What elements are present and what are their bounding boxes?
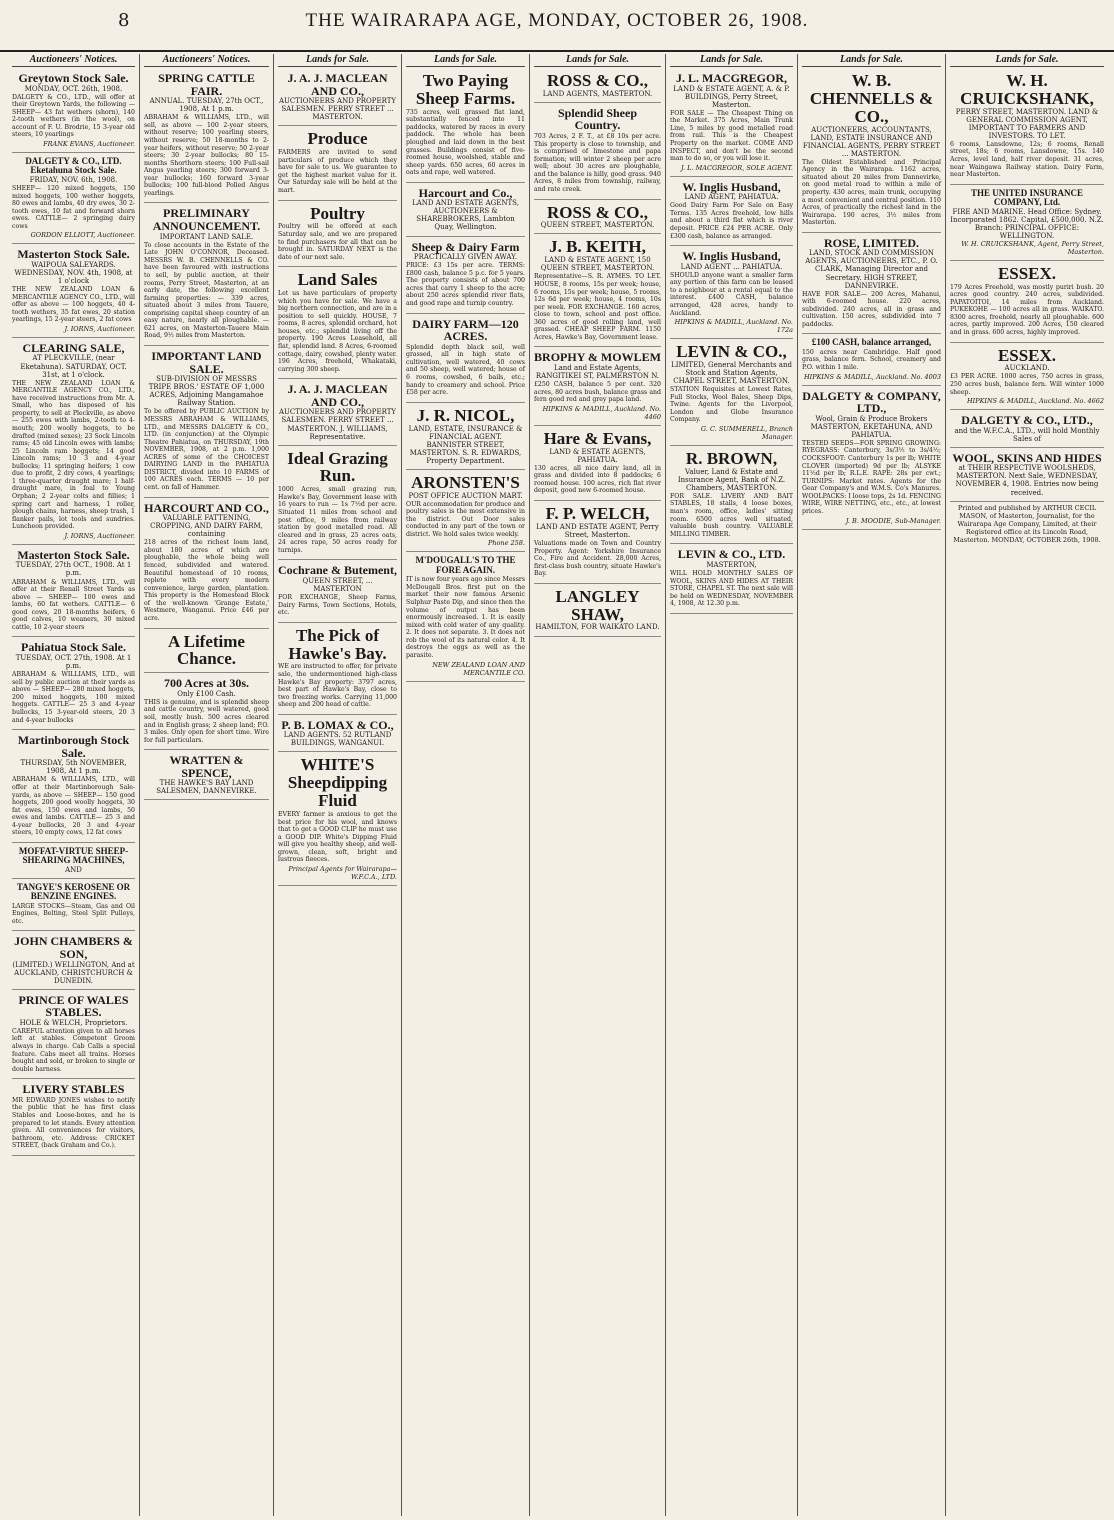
advertisement — [950, 450, 1104, 502]
ad-heading: BROPHY & MOWLEM — [534, 350, 661, 365]
ad-body: To close accounts in the Estate of the Late JOHN O'CONNOR, Deceased. MESSRS W. B. CHENNELLS & CO. have been favoured with instructions to sell, by public auction, at their rooms, Perry Street, Masterton, at an early date, the following excellent farming properties: — 339 acres, situated about 3 miles from Tauere, comprising capital sheep country of an easy nature, nearly all ploughable. — 621 acres, on Masterton-Tauere Main Road, 9½ miles from Masterton. — [144, 241, 269, 340]
advertisement — [406, 239, 525, 314]
ad-body: 1000 Acres, small grazing run, Hawke's Bay, Government lease with 16 years to run — 1s 7½d per acre. Situated 11 miles from school and post office, 9 miles from railway station by good metalled road. All cleared and in grass, 25 acres oats, 24 acres rape, 50 acres ready for turnips. — [278, 486, 397, 554]
ad-body: WE are instructed to offer, for private sale, the undermentioned high-class Hawke's Bay property: 3797 acres, best part of Hawke's Bay, close to two freezing works. Carrying 11,000 sheep and 200 head of cattle. — [278, 663, 397, 709]
ad-heading: Hare & Evans, — [543, 428, 652, 448]
ad-body: LARGE STOCKS—Steam, Gas and Oil Engines, Belting, Steel Split Pulleys, etc. — [12, 902, 135, 925]
ad-subheading: HAMILTON, FOR WAIKATO LAND. — [535, 623, 660, 632]
ad-subheading: LAND & ESTATE AGENTS, PAHIATUA. — [549, 447, 646, 464]
ad-subheading: Only £100 Cash. — [177, 689, 236, 698]
ad-subheading: AUCTIONEERS AND PROPERTY SALESMEN. PERRY STREET ... MASTERTON. — [278, 97, 397, 122]
ad-heading: WOOL, SKINS AND HIDES — [952, 450, 1102, 465]
ad-heading: IMPORTANT LAND SALE. — [151, 349, 262, 376]
ad-signature: HIPKINS & MADILL, Auckland. No. 4460 — [542, 404, 661, 421]
advertisement — [144, 70, 269, 203]
ad-subheading: TUESDAY, OCT. 27th, 1908. At 1 p.m. — [15, 654, 132, 671]
advertisement — [12, 547, 135, 638]
ad-body: FOR SALE. LIVERY AND BAIT STABLES, 18 stalls, 4 loose boxes, man's room, office, ladies' sitting room. 6500 acres well situated, valuable bush country. VALUABLE MILLING TIMBER. — [670, 492, 793, 538]
ad-heading: W. Inglis Husband, — [682, 249, 781, 264]
advertisement — [12, 70, 135, 153]
ad-heading: P. B. LOMAX & CO., — [281, 717, 394, 732]
ad-body: The Oldest Established and Principal Agency in the Wairarapa. 1162 acres, situated about 20 miles from Dannevirke, on good metal road to within a mile of property. 430 acres, main trunk, occupying a most convenient and central position. 110 Acres, of practically the richest land in the Wairarapa. 190 acres, 3½ miles from Masterton. — [802, 158, 941, 227]
newspaper-title: THE WAIRARAPA AGE, MONDAY, OCTOBER 26, 1908. — [305, 10, 809, 31]
ad-subheading: FRIDAY, NOV. 6th, 1908. — [29, 175, 118, 184]
ad-subheading: LAND, STOCK AND COMMISSION AGENTS, AUCTIONEERS, ETC., P. O. CLARK, Managing Director and Secretary. HIGH STREET, DANNEVIRKE. — [805, 249, 938, 290]
ad-heading: Sheep & Dairy Farm — [411, 239, 520, 254]
ad-subheading: LAND AGENTS. 52 RUTLAND BUILDINGS, WANGANUI. — [283, 731, 392, 748]
advertisement — [278, 70, 397, 126]
advertisement — [278, 128, 397, 200]
advertisement — [12, 246, 135, 338]
ad-body: 150 acres near Cambridge. Half good grass, balance fern. School, creamery and P.O. within 1 mile. — [802, 348, 941, 371]
advertisement — [534, 105, 661, 200]
advertisement — [670, 341, 793, 446]
ad-signature: FRANK EVANS, Auctioneer. — [43, 140, 135, 149]
printer-imprint: Printed and published by ARTHUR CECIL MASON, of Masterton, Journalist, for the Wairarapa Age Company, Limited, at their Registered office at its Lincoln Road, Masterton. MONDAY, OCTOBER 26th, 1908. — [953, 503, 1101, 545]
advertisement — [534, 349, 661, 425]
ad-body: Let us have particulars of property which you have for sale. We have a big northern connection, and are in a position to sell quickly. HOUSE, 7 rooms, 8 acres, splendid orchard, hot houses, etc.; splendid living off the property. 190 Acres Leasehold, all flat, splendid land. 8 Acres, 6-roomed cottage, dairy, cowshed, plenty water. 196 Acres, freehold, Whakataki, carrying 300 sheep. — [278, 290, 397, 373]
ad-heading: DALGETY & CO., LTD. Eketahuna Stock Sale. — [25, 156, 122, 176]
ad-heading: Produce — [307, 129, 368, 149]
ad-signature: J. B. MOODIE, Sub-Manager. — [845, 516, 941, 525]
ad-subheading: AUCKLAND. — [1004, 364, 1050, 373]
ad-subheading: MASTERTON, — [706, 560, 757, 569]
ad-signature: Principal Agents for Wairarapa— W.F.C.A., LTD. — [288, 864, 397, 881]
advertisement — [406, 70, 525, 183]
ad-heading: LEVIN & CO., LTD. — [677, 547, 786, 562]
ad-subheading: Valuer, Land & Estate and Insurance Agent, Bank of N.Z. Chambers, MASTERTON. — [677, 467, 786, 492]
ad-heading: ESSEX. — [997, 345, 1057, 365]
ad-heading: A Lifetime Chance. — [168, 631, 245, 669]
advertisement — [534, 428, 661, 501]
advertisement — [12, 155, 135, 244]
ad-heading: The Pick of Hawke's Bay. — [288, 625, 387, 663]
column-header: Lands for Sale. — [406, 54, 525, 67]
ad-heading: Harcourt and Co., — [418, 185, 513, 200]
ad-heading: W. B. CHENNELLS & CO., — [809, 71, 934, 126]
ad-heading: LANGLEY SHAW, — [555, 586, 640, 624]
ad-subheading: SUB-DIVISION OF MESSRS TRIPE BROS.' ESTATE OF 1,000 ACRES, Adjoining Mangamahoe Railway Station. — [148, 375, 265, 408]
columns-area — [8, 54, 1108, 1516]
page-number: 8 — [118, 10, 130, 31]
masthead — [0, 0, 1114, 52]
advertisement — [534, 70, 661, 103]
ad-body: CAREFUL attention given to all horses left at stables. Competent Groom always in charge. Cab Calls a special feature. Cabs meet all trains. Horses bought and sold, or broken to single or double harness. — [12, 1027, 135, 1073]
advertisement — [670, 70, 793, 177]
ad-signature: J. L. MACGREGOR, SOLE AGENT. — [680, 163, 793, 172]
advertisement — [12, 933, 135, 989]
ad-heading: J. R. NICOL, — [416, 405, 515, 425]
advertisement — [802, 388, 941, 530]
advertisement — [144, 631, 269, 674]
ad-body: £3 PER ACRE. 1000 acres, 750 acres in grass, 250 acres bush, balance fern. Will winter 1000 sheep. — [950, 373, 1104, 396]
advertisement — [802, 70, 941, 233]
advertisement — [278, 269, 397, 379]
ad-subheading: Land and Estate Agents, RANGITIKEI ST, PALMERSTON N. — [535, 364, 660, 381]
ad-subheading: LAND AND ESTATE AGENT, Perry Street, Masterton. — [536, 522, 659, 539]
ad-subheading: ANNUAL. TUESDAY, 27th OCT., 1908, At 1 p.m. — [149, 97, 264, 114]
advertisement — [278, 381, 397, 445]
ad-heading: PRINCE OF WALES STABLES. — [18, 992, 129, 1020]
advertisement — [12, 639, 135, 730]
column-header: Lands for Sale. — [670, 54, 793, 67]
ad-heading: J. A. J. MACLEAN AND CO., — [287, 382, 388, 409]
ad-subheading: LAND AGENTS, MASTERTON. — [542, 89, 653, 98]
ad-body: EVERY farmer is anxious to get the best price for his wool, and knows that to get a GOOD CLIP he must use a GOOD DIP. White's Dipping Fluid will give you healthy sheep, and well-grown, clean, soft, bright and lustrous fleeces. — [278, 811, 397, 864]
advertisement — [534, 503, 661, 584]
advertisement — [278, 717, 397, 753]
ad-body: FARMERS are invited to send particulars of produce which they have for sale to us. We guarantee to get the highest market value for it. Our Saturday sale will be held at the mart. — [278, 149, 397, 194]
ad-body: ABRAHAM & WILLIAMS, LTD., will sell by public auction at their yards as above — SHEEP— 280 mixed hoggets, 200 mixed hoggets, 100 mixed hoggets. CATTLE— 25 3 and 4-year bullocks, 15 3-year-old steers, 20 3 and 4-year bullocks — [12, 671, 135, 724]
ad-subheading: FIRE AND MARINE. Head Office: Sydney. Incorporated 1862. Capital, £500,000. N.Z. Branch: PRINCIPAL OFFICE: WELLINGTON. — [950, 207, 1104, 240]
advertisement — [278, 754, 397, 885]
ad-subheading: LAND & ESTATE AGENT, A. & P. BUILDINGS, Perry Street, Masterton. — [673, 84, 790, 109]
ad-body: 179 Acres Freehold, was mostly puriri bush. 20 acres good country. 240 acres, subdivided. PAPATOITOI, 14 miles from Auckland. PUKEKOHE — 100 acres all in grass. WAIKATO. 8300 acres, freehold, nearly all ploughable. 600 acres, partly improved. 200 Acres, 150 cleared and in grass. 600 acres, highly improved. — [950, 283, 1104, 336]
ad-subheading: LAND AGENT, PAHIATUA. — [684, 193, 779, 202]
advertisement — [670, 546, 793, 613]
ad-heading: SPRING CATTLE FAIR. — [158, 71, 255, 98]
ad-body: 218 acres of the richest loam land, about 180 acres of which are ploughable, the whole being well fenced, subdivided and watered. Beautiful homestead of 10 rooms, replete with every modern convenience, large garden, plantation. This property is the Homestead Block of the well-known 'Grange Estate,' Westmere, Wanganui. Price £46 per acre. — [144, 539, 269, 622]
ad-heading: W. Inglis Husband, — [682, 179, 781, 194]
ad-heading: DALGETY & COMPANY, LTD., — [802, 388, 941, 416]
advertisement — [12, 845, 135, 879]
ad-heading: J. A. J. MACLEAN AND CO., — [287, 71, 388, 98]
advertisement — [406, 405, 525, 470]
advertisement — [278, 562, 397, 622]
ad-body: TESTED SEEDS—FOR SPRING GROWING: RYEGRASS: Canterbury, 3s/3½ to 3s/4½; COCKSFOOT: Canterbury 1s per lb; WHITE CLOVER (imported) 9d per lb; ALSYKE 11½d per lb; R.L.E. RAPE: 28s per cwt.; TURNIPS: Market rates. Agents for the Gear Company's and W.M.S. Co's Manures. WOOLPACKS: I loose tops, 2s 1d. FENCING WIRE, WIRE NETTING, etc., etc., at lowest prices. — [802, 439, 941, 515]
column-header: Lands for Sale. — [950, 54, 1104, 67]
advertisement — [144, 752, 269, 800]
column-header: Lands for Sale. — [534, 54, 661, 67]
ad-signature: Phone 258. — [487, 539, 525, 548]
ad-heading: CLEARING SALE, — [22, 340, 125, 355]
ad-body: SHEEP— 120 mixed hoggets, 150 mixed hoggets, 100 wether hoggets, 80 ewes and lambs, 40 dry ewes, 30 2-tooth ewes, 10 fat and forward shorn ewes. CATTLE— 2 springing dairy cows — [12, 184, 135, 230]
column-header: Lands for Sale. — [802, 54, 941, 67]
ad-signature: J. IORNS, Auctioneer. — [64, 531, 135, 540]
ad-heading: LEVIN & CO., — [676, 342, 787, 362]
advertisement — [670, 179, 793, 246]
ad-body: 735 acres, well grassed flat land, substantially fenced into 11 paddocks, watered by races in every paddock. The whole has been ploughed and laid down in the best grasses. Buildings consist of five-roomed house, woolshed, stable and sheep yards. 650 acres, 60 acres in oats and rape, well watered. — [406, 108, 525, 177]
advertisement — [278, 448, 397, 561]
ad-signature: HIPKINS & MADILL, Auckland. No. 4662 — [966, 397, 1104, 406]
column-header: Lands for Sale. — [278, 54, 397, 67]
advertisement — [950, 187, 1104, 261]
ad-heading: ARONSTEN'S — [411, 472, 520, 492]
ad-body: 6 rooms, Lansdowne, 12s; 6 rooms, Renall street, 18s; 6 rooms, Lansdowne, 15s. 140 Acres, level land, half river deposit. 31 acres, near Waingawa Railway station. Dairy Farm, near Masterton. — [950, 140, 1104, 179]
ad-heading: W. H. CRUICKSHANK, — [960, 71, 1094, 108]
ad-body: Representative—S. R. AYMES. TO LET. HOUSE, 8 rooms, 15s per week; house, 6 rooms, 15s per week; house, 5 rooms, 12s 6d per week; house, 4 rooms, 10s per week. FOR EXCHANGE. 160 acres, close to town, school and post office. 360 acres of good rolling land, well grassed. CHEAP SHEEP FARM. 1150 Acres, Hawke's Bay, Government lease. — [534, 273, 661, 341]
column-8 — [946, 54, 1108, 1516]
ad-heading: 700 Acres at 30s. — [163, 676, 250, 691]
ad-subheading: LAND & ESTATE AGENT, 150 QUEEN STREET, MASTERTON. — [540, 256, 655, 273]
advertisement — [802, 235, 941, 335]
ad-body: ABRAHAM & WILLIAMS, LTD., will offer at their Martinborough Sale-yards, as above — SHEEP— 150 good hoggets, 200 good woolly hoggets, 30 fat ewes, 150 ewes and lambs, 50 ewes and lambs. CATTLE— 25 3 and 4-year bullocks, 20 3 and 4-year steers, 10 empty cows, 12 fat cows — [12, 776, 135, 837]
ad-body: Good Dairy Farm For Sale on Easy Terms. 135 Acres freehold, low hills and about a third flat which is river deposit. PRICE £24 PER ACRE. Only £300 cash, balance as arranged. — [670, 202, 793, 240]
ad-signature: GORDON ELLIOTT, Auctioneer. — [30, 231, 135, 240]
advertisement — [950, 70, 1104, 185]
ad-body: WILL HOLD MONTHLY SALES OF WOOL, SKINS AND HIDES AT THEIR STORE, CHAPEL ST. The next sale will be held on WEDNESDAY, NOVEMBER 4, 1908, At 12.30 p.m. — [670, 569, 793, 608]
ad-subheading: PRACTICALLY GIVEN AWAY. — [413, 253, 518, 262]
advertisement — [12, 881, 135, 932]
ad-body: ABRAHAM & WILLIAMS, LTD., will offer at their Renall Street Yards as above — SHEEP— 100 ewes and lambs, 60 fat wethers. CATTLE— 6 good cows, 20 18-months heifers, 6 good calves, 10 weaners, 30 mixed cattle, 10 2-year steers — [12, 578, 135, 631]
column-1 — [8, 54, 140, 1516]
ad-body: IT is now four years ago since Messrs McDougall Bros. first put on the market their now famous Arsenic Sulphur Paste Dip, and since then the volume of output has been enormously increased. 1. It is easily mixed with cold water of any quality. 2. It does not separate. 3. It does not rob the wool of its natural color. 4. It destroys the eggs as well as the parasite. — [406, 576, 525, 659]
ad-body: 130 acres, all nice dairy land, all in grass and divided into 8 paddocks; 6 roomed house. 100 acres, rich flat river deposit, good new 6-roomed house. — [534, 464, 661, 495]
ad-heading: Masterton Stock Sale. — [17, 547, 130, 562]
ad-heading: ESSEX. — [997, 263, 1057, 283]
ad-subheading: VALUABLE FATTENING, CROPPING, AND DAIRY FARM, containing — [150, 514, 263, 539]
ad-heading: M'DOUGALL'S TO THE FORE AGAIN. — [415, 555, 516, 575]
ad-subheading: AUCTIONEERS AND PROPERTY SALESMEN. PERRY STREET ... MASTERTON. J. WILLIAMS, Representative. — [278, 408, 397, 441]
ad-subheading: LAND AGENT ... PAHIATUA. — [680, 262, 783, 271]
advertisement — [144, 348, 269, 498]
ad-body: To be offered by PUBLIC AUCTION by MESSRS ABRAHAM & WILLIAMS, LTD., and MESSRS DALGETY & CO., LTD. (in conjunction) at the Olympic Theatre Pahiatua, on THURSDAY, 19th NOVEMBER, 1908, at 2 p.m. 1,000 ACRES of some of the CHOICEST DAIRYING LAND in the PAHIATUA DISTRICT, divided into 10 FARMS of 100 ACRES each. TERMS — 10 per cent. on fall of Hammer. — [144, 408, 269, 492]
ad-subheading: AUCTIONEERS, ACCOUNTANTS, LAND, ESTATE INSURANCE AND FINANCIAL AGENTS, PERRY STREET ... MASTERTON. — [802, 125, 941, 158]
ad-signature: NEW ZEALAND LOAN AND MERCANTILE CO. — [432, 660, 525, 677]
ad-subheading: AND — [65, 865, 82, 874]
ad-body: FOR SALE — The Cheapest Thing on the Market. 375 Acres, Main Trunk Line, 5 miles by good metalled road from rail. This is the Cheapest Property on the market. COME AND INSPECT, and don't be the second man to do so, or you will lose it. — [670, 109, 793, 163]
advertisement — [406, 554, 525, 681]
ad-subheading: THURSDAY, 5th NOVEMBER, 1908, At 1 p.m. — [20, 759, 127, 776]
ad-subheading: TUESDAY, 27th OCT., 1908. At 1 p.m. — [15, 561, 132, 578]
ad-signature: J. IORNS, Auctioneer. — [64, 324, 135, 333]
ad-body: STATION Requisites at Lowest Rates, Full Stocks, Wool Bales, Sheep Dips, Twine. Agents for the Liverpool, London and Globe Insurance Company. — [670, 386, 793, 424]
ad-heading: MOFFAT-VIRTUE SHEEP-SHEARING MACHINES, — [18, 845, 129, 866]
ad-subheading: THE HAWKE'S BAY LAND SALESMEN, DANNEVIRKE. — [156, 779, 257, 796]
advertisement — [12, 340, 135, 545]
ad-body: 703 Acres, 2 F. T., at £8 10s per acre. This property is close to township, and is comprised of limestone and papa formation; will winter 2 sheep per acre well; about 30 acres are ploughable, and the balance is hilly, good grass. 940 Acres, 8 miles from township, railway, and rate creek. — [534, 133, 661, 194]
ad-body: THE NEW ZEALAND LOAN & MERCANTILE AGENCY CO., LTD., will offer as above — 100 hoggets, 40 4-tooth wethers, 35 fat ewes, 20 station yearlings, 15 2-year steers, 2 fat cows — [12, 286, 135, 324]
advertisement — [802, 336, 941, 385]
ad-heading: R. BROWN, — [685, 448, 778, 468]
ad-heading: LIVERY STABLES — [22, 1082, 125, 1097]
ad-heading: Ideal Grazing Run. — [287, 448, 388, 486]
column-6 — [666, 54, 798, 1516]
column-header: Auctioneers' Notices. — [12, 54, 135, 67]
ad-heading: TANGYE'S KEROSENE OR BENZINE ENGINES. — [16, 881, 131, 902]
ad-heading: Martinborough Stock Sale. — [17, 733, 130, 760]
ad-subheading: HOLE & WELCH, Proprietors. — [19, 1018, 128, 1027]
advertisement — [950, 345, 1104, 411]
ad-body: Valuations made on Town and Country Property. Agent: Yorkshire Insurance Co., Fire and Accident. 28,000 Acres, first-class bush country, situate Hawke's Bay. — [534, 539, 661, 578]
advertisement — [534, 586, 661, 637]
advertisement — [406, 316, 525, 403]
ad-heading: DALGETY & CO., LTD., — [961, 413, 1093, 428]
ad-subheading: QUEEN STREET, MASTERTON. — [540, 221, 655, 230]
advertisement — [534, 236, 661, 347]
ad-heading: HARCOURT AND CO., — [144, 500, 269, 515]
ad-heading: ROSS & CO., — [546, 202, 649, 222]
advertisement — [12, 732, 135, 843]
advertisement — [144, 675, 269, 750]
advertisement — [12, 992, 135, 1080]
ad-body: OUR accommodation for produce and poultry sales is the most extensive in the district. Out Door sales conducted in any part of the town or district. We hold sales twice weekly. — [406, 500, 525, 538]
ad-heading: ROSE, LIMITED. — [823, 235, 920, 250]
advertisement — [144, 500, 269, 629]
advertisement — [406, 472, 525, 553]
ad-heading: J. B. KEITH, — [549, 237, 646, 257]
ad-body: THE NEW ZEALAND LOAN & MERCANTILE AGENCY CO., LTD., have received instructions from Mr. A. Small, who has disposed of his property, to sell at Pleckville, as above — 255 ewes with lambs, 2-tooth to 4-mouth; 200 woolly hoggets, to be drafted (mixed sexes); 23 Sock Lincoln rams; 45 old Lincoln ewes with lambs; 25 Lincoln ram hoggets; 14 good Lincoln rams; 10 3 and 4-year bullocks; 11 springing heifers; 1 cow due to profit, 2 dry cows, 4 yearlings; 1 three-quarter draught mare; 1 half-draught mare, in foal to Young Orphan; 2 2-year colts and fillies; 1 spring cart and harness, 1 roller, plough chains, harness, sheep trash, 1 flanker pails, lot tools and sundries. Luncheon provided. — [12, 379, 135, 531]
ad-heading: WHITE'S Sheepdipping Fluid — [287, 755, 388, 811]
ad-signature: HIPKINS & MADILL, Auckland. No. 4003 — [803, 372, 941, 381]
ad-heading: J. L. MACGREGOR, — [676, 71, 787, 85]
ad-body: MR EDWARD JONES wishes to notify the public that he has first class Stables and Loose-boxes, and he is prepared to let stands. Every attention given. All conveniences for visitors, bathroom, etc. Address: CRICKET STREET, (back Graham and Co.). — [12, 1096, 135, 1150]
ad-heading: ROSS & CO., — [546, 71, 649, 90]
ad-subheading: MONDAY, OCT. 26th, 1908. — [24, 84, 123, 93]
ad-subheading: (LIMITED.) WELLINGTON, And at AUCKLAND, CHRISTCHURCH & DUNEDIN. — [12, 960, 135, 985]
ad-subheading: LIMITED, General Merchants and Stock and Station Agents, CHAPEL STREET, MASTERTON. — [671, 360, 792, 386]
ad-signature: HIPKINS & MADILL, Auckland. No. 172a — [674, 318, 793, 335]
ad-body: Splendid depth black soil, well grassed, all in high state of cultivation, well watered, 40 cows and 50 sheep, well watered; house of 6 rooms, cowshed, 6 bails, etc.; handy to creamery and school. Price £58 per acre. — [406, 343, 525, 397]
ad-heading: Land Sales — [297, 270, 378, 290]
ad-heading: Splendid Sheep Country. — [557, 105, 638, 133]
ad-heading: WRATTEN & SPENCE, — [169, 753, 244, 780]
ad-heading: Greytown Stock Sale. — [18, 71, 129, 85]
ad-body: FOR EXCHANGE, Sheep Farms, Dairy Farms, Town Sections, Hotels, etc. — [278, 594, 397, 617]
ad-subheading: AT PLECKVILLE, (near Eketahuna). SATURDAY, OCT. 31st, at 1 o'clock. — [20, 354, 127, 379]
column-4 — [402, 54, 530, 1516]
advertisement — [278, 625, 397, 715]
advertisement — [278, 203, 397, 268]
ad-heading: £100 CASH, balance arranged, — [811, 337, 932, 348]
advertisement — [144, 205, 269, 346]
ad-subheading: QUEEN STREET, ... MASTERTON — [302, 576, 373, 593]
column-header: Auctioneers' Notices. — [144, 54, 269, 67]
ad-subheading: LAND AND ESTATE AGENTS, AUCTIONEERS & SHAREBROKERS, Lambton Quay, Wellington. — [412, 199, 519, 232]
column-5 — [530, 54, 666, 1516]
ad-body: DALGETY & CO., LTD., will offer at their Greytown Yards, the following — SHEEP— 43 fat wethers (shorn), 140 2-tooth wethers (in the wool), on account of F. U. Brodrie, 15 3-year old steers, 10 yearlings — [12, 93, 135, 139]
advertisement — [534, 202, 661, 235]
ad-subheading: WAIPOUA SALEYARDS. WEDNESDAY, NOV. 4th, 1908, at 1 o'clock — [14, 260, 133, 285]
ad-body: SHOULD anyone want a smaller farm any portion of this farm can be leased to a neighbour at a rental equal to the interest. £400 CASH, balance arranged, 428 acres, handy to Auckland. — [670, 271, 793, 317]
advertisement — [406, 185, 525, 237]
column-7 — [798, 54, 946, 1516]
ad-heading: Masterton Stock Sale. — [17, 247, 130, 262]
column-3 — [274, 54, 402, 1516]
ad-subheading: POST OFFICE AUCTION MART. — [408, 491, 523, 500]
column-2 — [140, 54, 274, 1516]
ad-subheading: at THEIR RESPECTIVE WOOLSHEDS, MASTERTON. Next Sale, WEDNESDAY, NOVEMBER 4, 1908. Entries now being received. — [955, 464, 1099, 497]
ad-signature: G. C. SUMMERELL, Branch Manager. — [700, 424, 793, 441]
ad-signature: W. H. CRUICKSHANK, Agent, Perry Street, Masterton. — [961, 239, 1104, 256]
ad-subheading: LAND, ESTATE, INSURANCE & FINANCIAL AGENT. BANNISTER STREET, MASTERTON. S. R. EDWARDS, Property Department. — [408, 424, 523, 465]
ad-body: ABRAHAM & WILLIAMS, LTD., will sell, as above — 100 2-year steers, without reserve; 100 yearling steers, without reserve; 50 18-months to 2-year heifers, without reserve; 50 2-year steers; 30 2-year bullocks; 80 15-months Shorthorn steers; 100 Full-sail Angus yearling steers; 300 forward 3-year bullocks; 160 forward 3-year bullocks; 100 full-blood Polled Angus yearlings. — [144, 114, 269, 197]
ad-heading: PRELIMINARY ANNOUNCEMENT. — [152, 206, 261, 234]
ad-body: HAVE FOR SALE— 200 Acres, Mahanui, with 6-roomed house. 220 acres, subdivided. 240 acres, all in grass and cultivation. 150 acres, subdivided into 7 paddocks. — [802, 290, 941, 328]
ad-heading: DAIRY FARM—120 ACRES. — [412, 316, 519, 344]
advertisement — [12, 1081, 135, 1156]
advertisement — [670, 248, 793, 339]
ad-body: Poultry will be offered at each Saturday sale, and we are prepared to find purchasers for all that can be brought in. SATURDAY NEXT is the date of our next sale. — [278, 223, 397, 261]
advertisement — [950, 412, 1104, 448]
advertisement — [950, 263, 1104, 343]
ad-body: THIS is genuine, and is splendid sheep and cattle country, well watered, good soil, mostly bush. 500 acres cleared and in English grass; 2 sheep land; P.O. 3 miles. Only open for short time. Wire for full particulars. — [144, 698, 269, 744]
ad-subheading: IMPORTANT LAND SALE. — [159, 232, 254, 241]
ad-subheading: PERRY STREET, MASTERTON. LAND & GENERAL COMMISSION AGENT, IMPORTANT TO FARMERS AND INVESTORS. TO LET. — [955, 107, 1099, 140]
ad-heading: F. P. WELCH, — [545, 504, 650, 524]
ad-heading: Poultry — [310, 203, 365, 223]
ad-heading: JOHN CHAMBERS & SON, — [14, 934, 133, 961]
ad-subheading: and the W.F.C.A., LTD., will hold Monthly Sales of — [954, 426, 1100, 443]
ad-subheading: Wool, Grain & Produce Brokers MASTERTON, EKETAHUNA, AND PAHIATUA. — [810, 414, 933, 439]
ad-heading: Cochrane & Butement, — [278, 563, 397, 578]
ad-heading: Pahiatua Stock Sale. — [20, 640, 126, 655]
advertisement — [670, 448, 793, 544]
ad-body: PRICE: £3 15s per acre. TERMS: £800 cash, balance 5 p.c. for 5 years. The property consists of about 700 acres that carry 1 sheep to the acre; about 250 acres splendid river flats, and good rape and turnip country. — [406, 262, 525, 307]
ad-heading: Two Paying Sheep Farms. — [415, 71, 516, 108]
ad-heading: THE UNITED INSURANCE COMPANY, Ltd. — [970, 187, 1084, 208]
ad-body: £250 CASH, balance 5 per cent. 320 acres, 80 acres bush, balance grass and fern good red and grey papa land. — [534, 381, 661, 404]
